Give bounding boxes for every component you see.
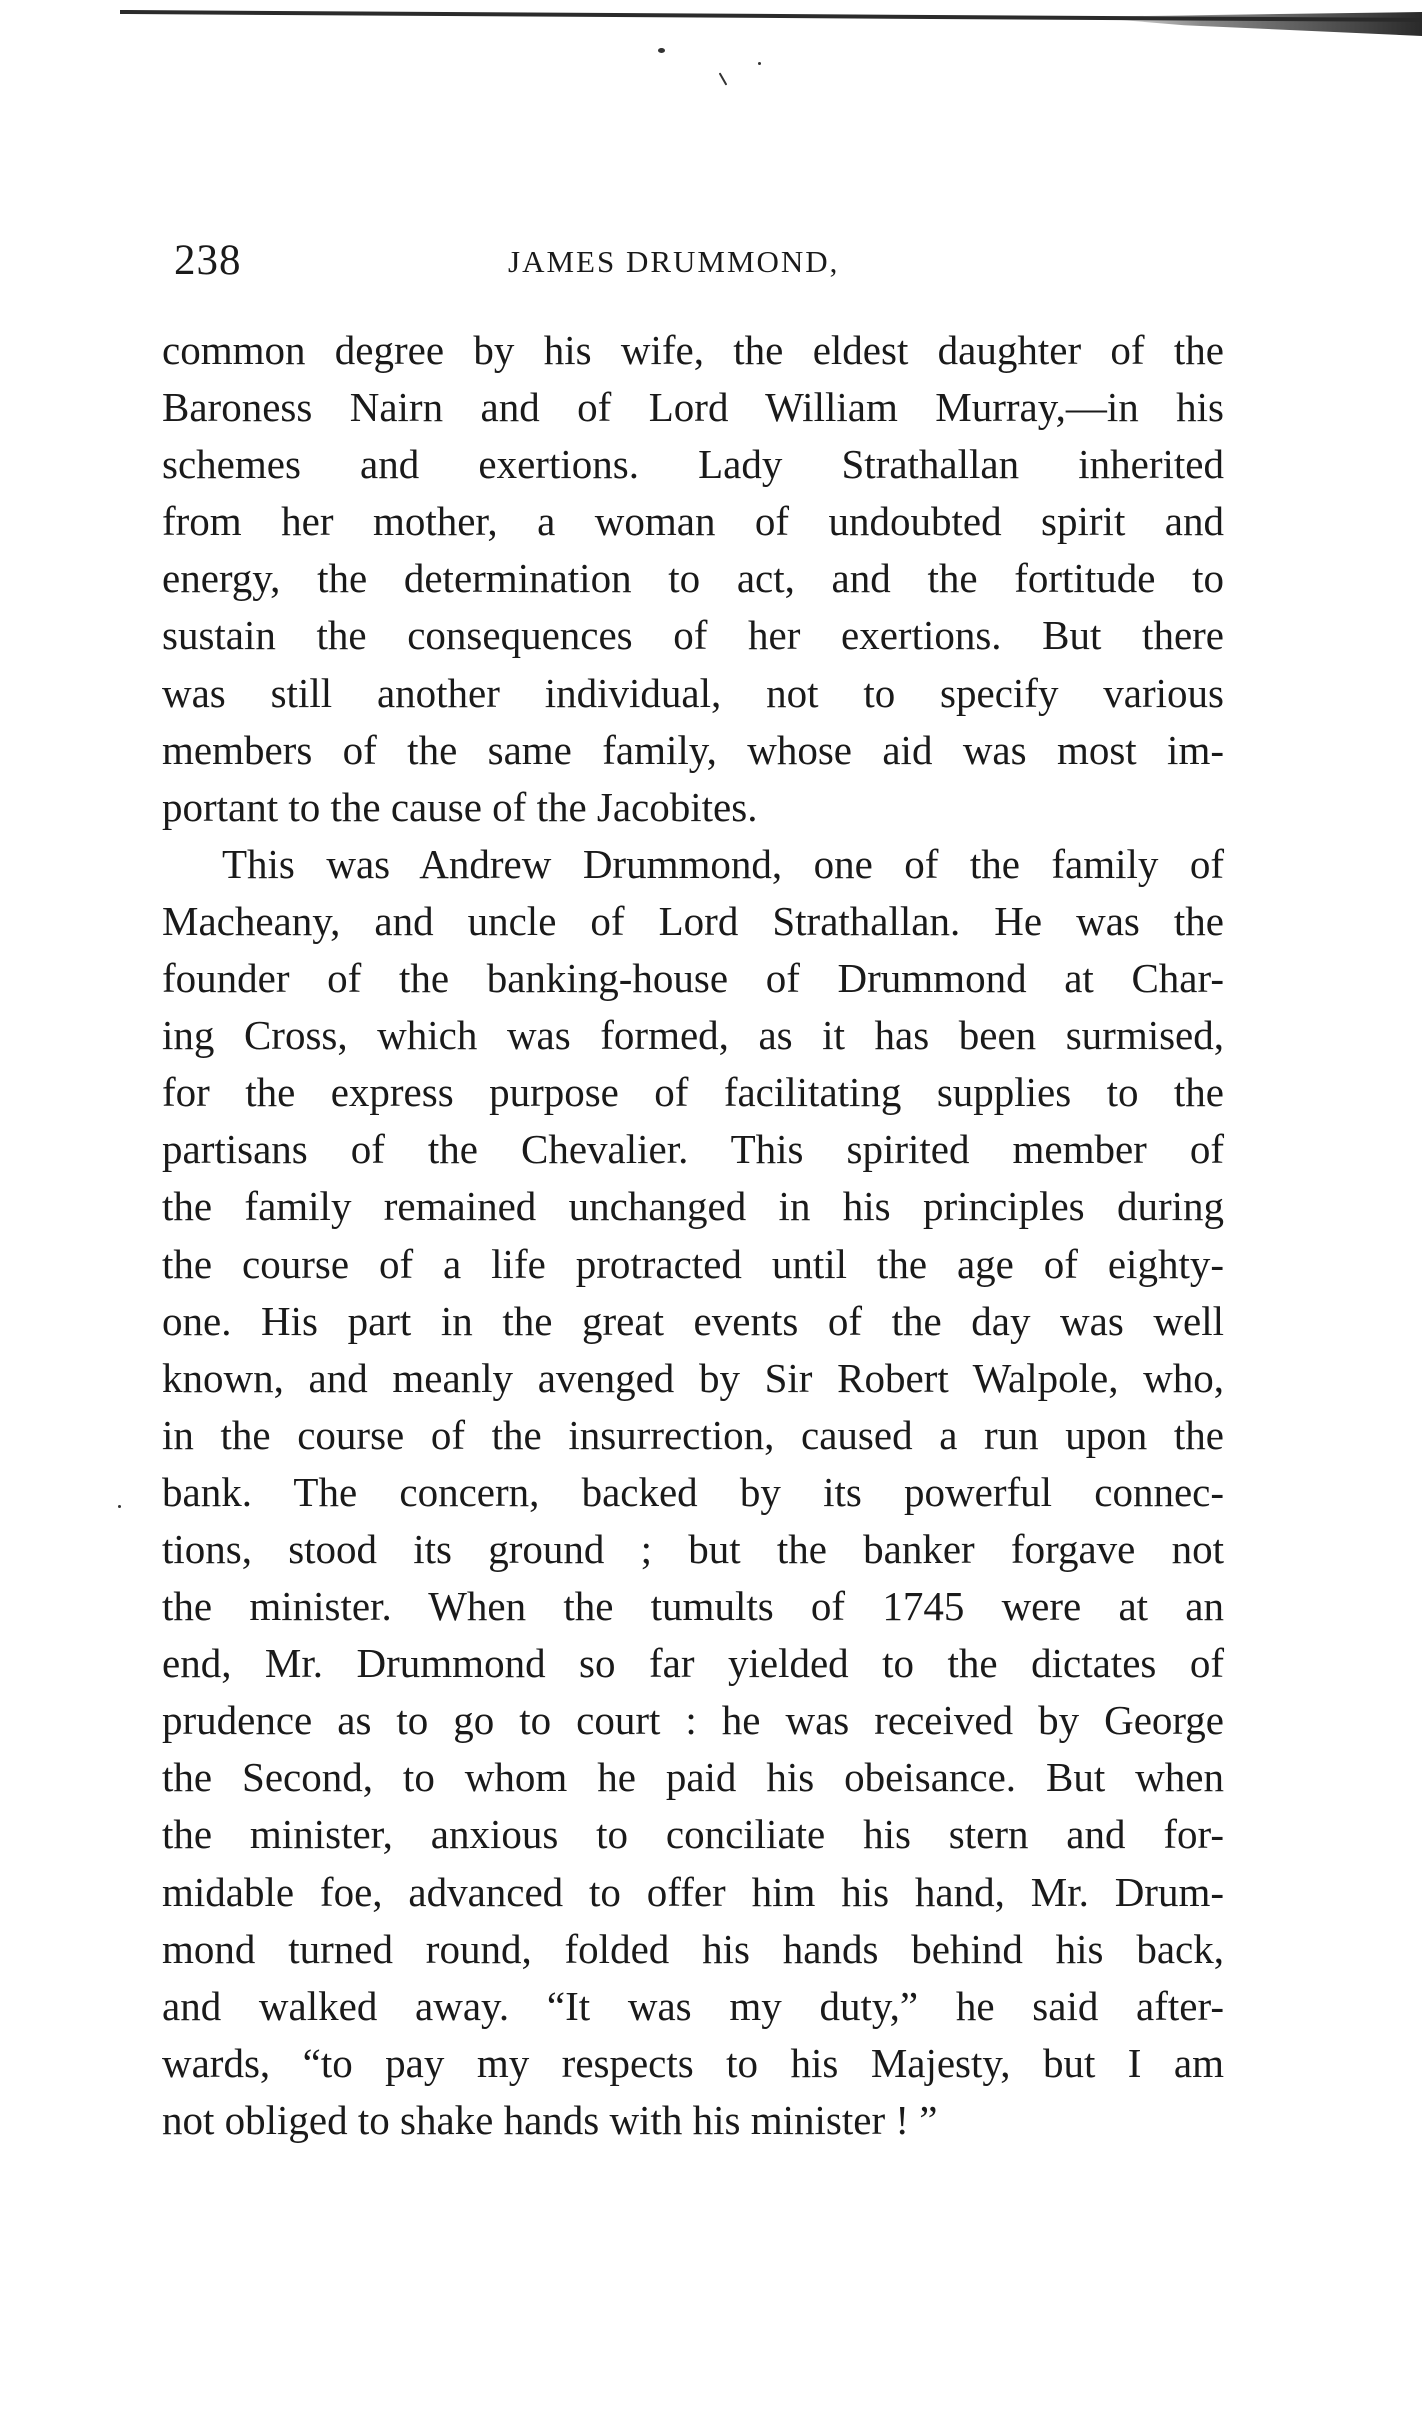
paragraph-2 (162, 836, 1224, 2149)
running-head (174, 236, 1226, 286)
text-line: the minister. When the tumults of 1745 were at an (162, 1583, 1224, 1630)
text-line: known, and meanly avenged by Sir Robert Walpole, who, (162, 1354, 1224, 1401)
text-line: sustain the consequences of her exertions. But there (162, 612, 1224, 659)
speck (658, 48, 665, 53)
paragraph-1 (162, 322, 1224, 836)
text-line: prudence as to go to court : he was received by George (162, 1697, 1224, 1744)
text-line: Macheany, and uncle of Lord Strathallan. He was the (162, 897, 1224, 944)
scan-top-edge (120, 0, 1422, 38)
text-line: schemes and exertions. Lady Strathallan inherited (162, 441, 1224, 488)
running-title: JAMES DRUMMOND, (508, 244, 840, 279)
text-line: midable foe, advanced to offer him his hand, Mr. Drum- (162, 1868, 1224, 1915)
text-line: and walked away. “It was my duty,” he said after- (162, 1982, 1224, 2029)
text-line: for the express purpose of facilitating supplies to the (162, 1069, 1224, 1116)
text-line: Baroness Nairn and of Lord William Murray,—in his (162, 384, 1224, 431)
text-line: the family remained unchanged in his principles during (162, 1183, 1224, 1230)
text-line: ing Cross, which was formed, as it has been surmised, (162, 1012, 1224, 1059)
text-line: wards, “to pay my respects to his Majesty, but I am (162, 2039, 1224, 2086)
speck (719, 72, 728, 85)
text-line: mond turned round, folded his hands behind his back, (162, 1925, 1224, 1972)
text-line: the minister, anxious to conciliate his stern and for- (162, 1811, 1224, 1858)
text-line: energy, the determination to act, and the fortitude to (162, 555, 1224, 602)
text-line: members of the same family, whose aid was most im- (162, 726, 1224, 773)
text-line: not obliged to shake hands with his minister ! ” (162, 2096, 938, 2143)
speck (118, 1505, 121, 1508)
text-line: portant to the cause of the Jacobites. (162, 783, 758, 830)
text-line: This was Andrew Drummond, one of the family of (222, 840, 1224, 887)
text-line: partisans of the Chevalier. This spirited member of (162, 1126, 1224, 1173)
text-line: founder of the banking-house of Drummond at Char- (162, 955, 1224, 1002)
text-line: common degree by his wife, the eldest daughter of the (162, 327, 1224, 373)
text-line: from her mother, a woman of undoubted spirit and (162, 498, 1224, 545)
speck (758, 62, 761, 65)
text-line: the course of a life protracted until the age of eighty- (162, 1240, 1224, 1287)
text-line: was still another individual, not to specify various (162, 669, 1224, 716)
text-line: one. His part in the great events of the day was well (162, 1297, 1224, 1344)
text-line: end, Mr. Drummond so far yielded to the dictates of (162, 1640, 1224, 1687)
text-line: tions, stood its ground ; but the banker forgave not (162, 1525, 1224, 1572)
text-line: the Second, to whom he paid his obeisance. But when (162, 1754, 1224, 1801)
text-line: bank. The concern, backed by its powerful connec- (162, 1468, 1224, 1515)
body-text (162, 322, 1224, 2149)
page-number: 238 (174, 237, 242, 284)
text-line: in the course of the insurrection, caused a run upon the (162, 1411, 1224, 1458)
